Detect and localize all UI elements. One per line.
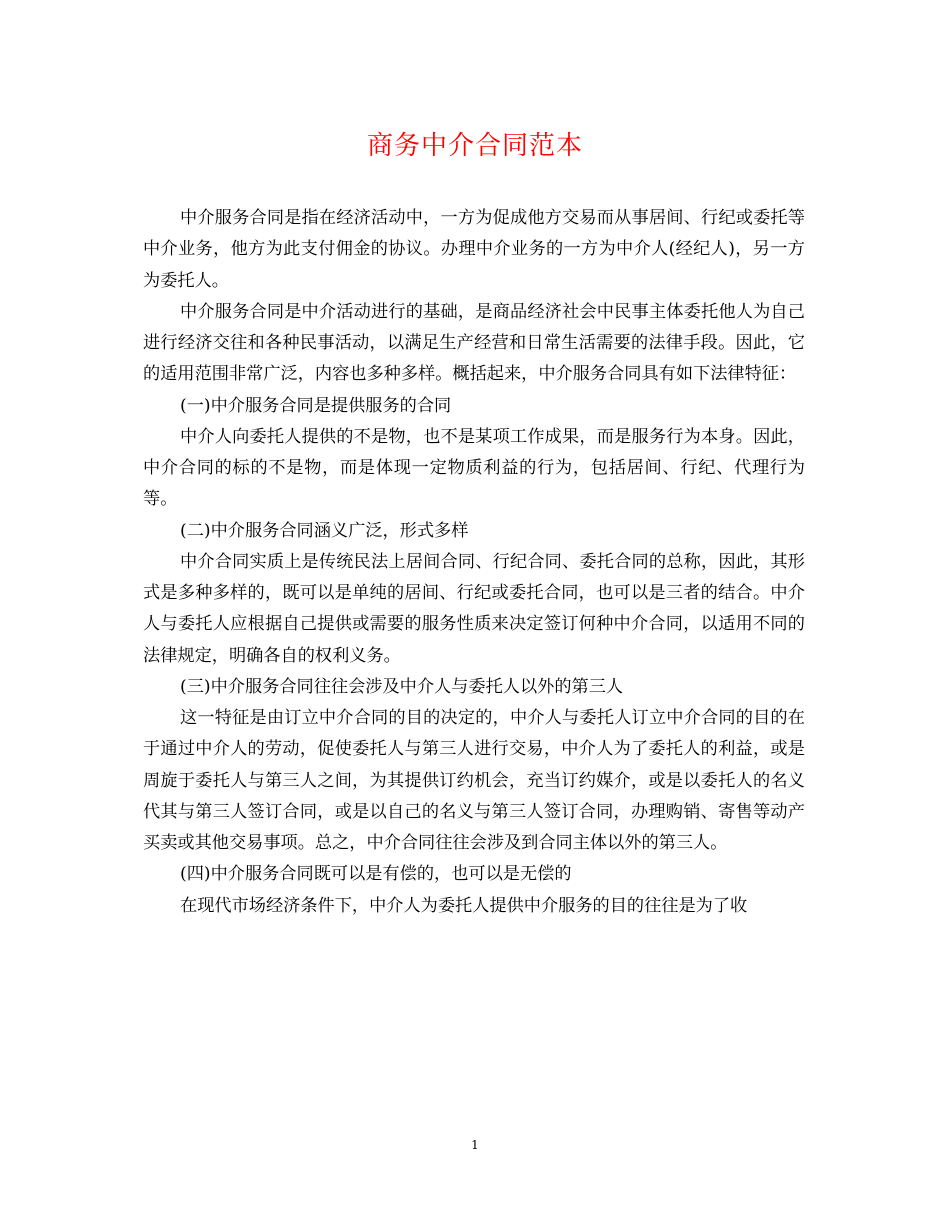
- paragraph-definition: 中介服务合同是指在经济活动中，一方为促成他方交易而从事居间、行纪或委托等中介业务，他方为此支付佣金的协议。办理中介业务的一方为中介人(经纪人)，另一方为委托人。: [143, 208, 805, 291]
- section-heading-2: (二)中介服务合同涵义广泛，形式多样: [180, 520, 469, 541]
- section-heading-3: (三)中介服务合同往往会涉及中介人与委托人以外的第三人: [180, 676, 624, 697]
- paragraph-basis: 中介服务合同是中介活动进行的基础，是商品经济社会中民事主体委托他人为自己进行经济交往和各种民事活动，以满足生产经营和日常生活需要的法律手段。因此，它的适用范围非常广泛，内容也多种多样。概括起来，中介服务合同具有如下法律特征：: [143, 301, 805, 385]
- document-title: 商务中介合同范本: [366, 131, 583, 161]
- paragraph-third-party: 这一特征是由订立中介合同的目的决定的，中介人与委托人订立中介合同的目的在于通过中介人的劳动，促使委托人与第三人进行交易，中介人为了委托人的利益，或是周旋于委托人与第三人之间，为其提供订约机会，充当订约媒介，或是以委托人的名义代其与第三人签订合同，或是以自己的名义与第三人签订合同，办理购销、寄售等动产买卖或其他交易事项。总之，中介合同往往会涉及到合同主体以外的第三人。: [143, 708, 805, 853]
- paragraph-forms: 中介合同实质上是传统民法上居间合同、行纪合同、委托合同的总称，因此，其形式是多种多样的，既可以是单纯的居间、行纪或委托合同，也可以是三者的结合。中介人与委托人应根据自己提供或需要的服务性质来决定签订何种中介合同，以适用不同的法律规定，明确各自的权利义务。: [143, 551, 805, 666]
- section-heading-4: (四)中介服务合同既可以是有偿的，也可以是无偿的: [180, 864, 572, 885]
- page-number: 1: [471, 1138, 479, 1152]
- section-heading-1: (一)中介服务合同是提供服务的合同: [180, 395, 452, 416]
- paragraph-compensation: 在现代市场经济条件下，中介人为委托人提供中介服务的目的往往是为了收: [180, 895, 748, 916]
- paragraph-service: 中介人向委托人提供的不是物，也不是某项工作成果，而是服务行为本身。因此，中介合同的标的不是物，而是体现一定物质利益的行为，包括居间、行纪、代理行为等。: [143, 426, 805, 510]
- document-body: [143, 203, 805, 922]
